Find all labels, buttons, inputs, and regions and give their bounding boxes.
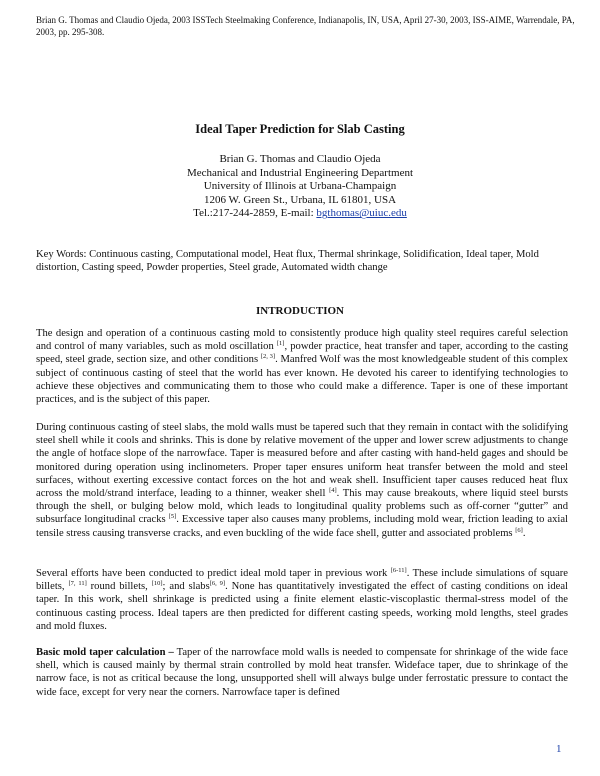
author-block [0, 153, 600, 221]
author-names: Brian G. Thomas and Claudio Ojeda [219, 153, 381, 165]
citation-ref: [1] [276, 340, 285, 348]
p2-text-c: . Excessive taper also causes many problems, including mold wear, friction leading to axial tensile stress causing transverse cracks, and even buckling of the wide face shell, gutter and associated problems [36, 514, 568, 539]
citation-ref: [6-11] [390, 567, 407, 574]
citation-header: Brian G. Thomas and Claudio Ojeda, 2003 ISSTech Steelmaking Conference, Indianapolis, IN, USA, April 27-30, 2003, ISS-AIME, Warrendale, PA, 2003, pp. 295-308. [36, 15, 575, 37]
p3-text-e: . None has quantitatively investigated the effect of casting conditions on ideal taper. In this work, shell shrinkage is predicted using a finite element elastic-viscoplastic thermal-stress model of the continuous casting process. Ideal tapers are then predicted for different casting speeds, working mold lengths, steel grades and mold fluxes. [36, 581, 568, 632]
author-address: 1206 W. Green St., Urbana, IL 61801, USA [203, 193, 397, 206]
citation-ref: [10] [151, 580, 163, 588]
paragraph-4 [36, 646, 568, 699]
email-link[interactable]: bgthomas@uiuc.edu [316, 207, 407, 220]
run-in-heading: Basic mold taper calculation – [36, 647, 174, 658]
p3-text-c: round billets, [86, 581, 152, 593]
p4-text: Taper of the narrowface mold walls is needed to compensate for shrinkage of the wide face shell, which is caused mainly by thermal strain controlled by mold heat transfer. Wideface taper, due to shrinkage of the narrow face, is not as critical because the long, unsupported shell will always bulge under ferrostatic pressure to contact the wide face, except for very near the corners. Narrowface taper is defined [36, 647, 569, 698]
citation-ref: [6, 9] [209, 580, 226, 588]
author-university: University of Illinois at Urbana-Champaign [203, 180, 397, 193]
citation-ref: [5] [168, 513, 177, 521]
citation-ref: [6] [515, 526, 523, 534]
paragraph-1 [36, 327, 568, 406]
author-contact [0, 207, 600, 221]
contact-prefix: Tel.:217-244-2859, E-mail: [193, 207, 317, 220]
p2-text-a: During continuous casting of steel slabs, the mold walls must be tapered such that they remain in contact with the solidifying steel shell while it cools and shrinks. This is done by relative movement of the upper and lower screw adjustments to change the angle of hotface slope of the narrowface. Taper is measured before and after casting with hand-held gages and should be monitored during operation using inclinometers. Proper taper ensures uniform heat transfer between the mold and steel surfaces, without exerting excessive contact forces on the hot and weak shell. Insufficient taper causes reduced heat flux across the mold/strand interface, leading to a thinner, weaker shell [36, 422, 568, 500]
section-heading-introduction: INTRODUCTION [255, 305, 344, 317]
p3-text-b: . These include simulations of square billets, [36, 568, 568, 593]
p3-text-d: ; and slabs [162, 581, 210, 593]
author-department: Mechanical and Industrial Engineering Department [186, 166, 414, 179]
p1-text-c: . Manfred Wolf was the most knowledgeable student of this complex subject of continuous casting of steel that the world has ever known. He devoted his career to identifying technologies to achieve these objectives and communicating them to those who could make a difference. Taper is one of these important practices, and is the subject of this paper. [36, 354, 568, 406]
citation-ref: [4] [329, 487, 337, 495]
paragraph-3 [36, 567, 568, 633]
citation-ref: [2, 3] [260, 353, 276, 361]
paragraph-2 [36, 421, 568, 540]
keywords: Key Words: Continuous casting, Computational model, Heat flux, Thermal shrinkage, Solidification, Ideal taper, Mold distortion, Casting speed, Powder properties, Steel grade, Automated width change [36, 249, 539, 274]
page-number: 1 [556, 743, 562, 755]
p2-text-d: . [522, 527, 526, 539]
p1-text-b: , powder practice, heat transfer and taper, according to the casting speed, steel grade, section size, and other conditions [36, 341, 568, 366]
paper-title: Ideal Taper Prediction for Slab Casting [195, 122, 405, 136]
p3-text-a: Several efforts have been conducted to predict ideal mold taper in previous work [36, 568, 391, 579]
p1-text-a: The design and operation of a continuous casting mold to consistently produce high quality steel requires careful selection and control of many variables, such as mold oscillation [36, 328, 568, 353]
p2-text-b: . This may cause breakouts, where liquid steel bursts through the shell, or bulging below mold, which leads to longitudinal quality problems such as off-corner “gutter” and subsurface longitudinal cracks [36, 488, 569, 526]
citation-ref: [7, 11] [68, 580, 87, 588]
